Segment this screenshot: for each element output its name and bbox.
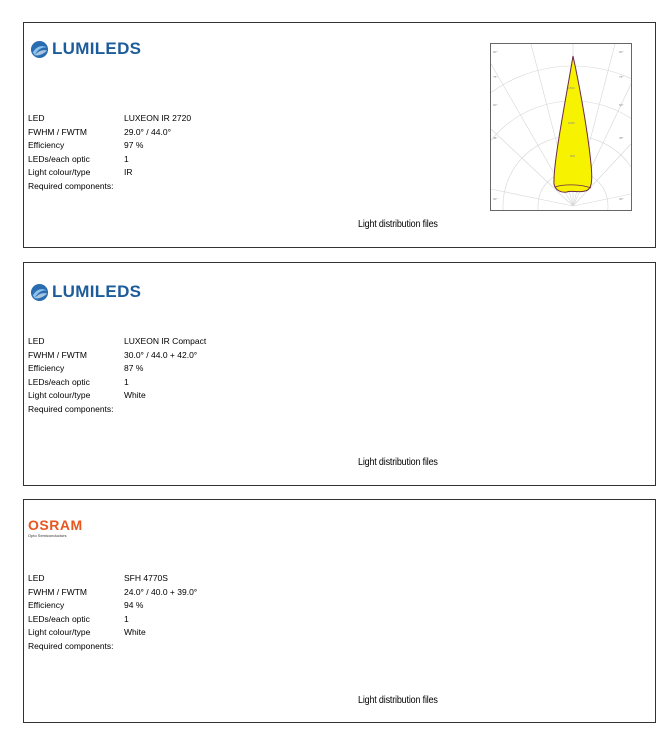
- spec-label: LEDs/each optic: [28, 613, 90, 624]
- spec-label: Required components:: [28, 403, 114, 414]
- svg-text:30°: 30°: [493, 197, 498, 201]
- spec-value: LUXEON IR Compact: [124, 336, 207, 346]
- brand-subtitle: Opto Semiconductors: [28, 533, 67, 538]
- svg-text:90°: 90°: [619, 50, 624, 54]
- light-distribution-diagram: [490, 43, 632, 211]
- spec-value: 1: [124, 153, 129, 164]
- spec-row: [28, 335, 206, 349]
- spec-label: FWHM / FWTM: [28, 349, 88, 360]
- svg-text:1500: 1500: [568, 86, 575, 90]
- spec-row: [28, 586, 197, 600]
- spec-value: 24.0° / 40.0 + 39.0°: [124, 586, 198, 597]
- spec-label: Light colour/type: [28, 167, 91, 177]
- spec-label: Required components:: [28, 640, 114, 651]
- spec-row: [28, 640, 197, 654]
- spec-label: Required components:: [28, 180, 114, 191]
- spec-value: LUXEON IR 2720: [124, 113, 192, 123]
- spec-label: FWHM / FWTM: [28, 586, 88, 597]
- spec-label: Efficiency: [28, 363, 65, 373]
- brand-name: LUMILEDS: [52, 39, 142, 58]
- light-distribution-files-link[interactable]: Light distribution files: [358, 695, 438, 706]
- spec-row: [28, 349, 206, 363]
- spec-value: SFH 4770S: [124, 573, 168, 583]
- lumileds-logo: [30, 39, 141, 59]
- spec-label: LED: [28, 113, 45, 123]
- spec-row: [28, 376, 206, 390]
- light-distribution-files-link[interactable]: Light distribution files: [358, 219, 438, 230]
- product-card-3: [23, 499, 656, 723]
- brand-name: OSRAM: [28, 517, 83, 533]
- spec-label: Light colour/type: [28, 390, 91, 400]
- spec-row: [28, 112, 191, 126]
- spec-row: [28, 403, 206, 417]
- spec-row: [28, 126, 191, 140]
- osram-logo: [28, 518, 83, 538]
- spec-row: [28, 599, 197, 613]
- lumileds-logo: [30, 282, 141, 302]
- spec-label: Efficiency: [28, 140, 65, 150]
- spec-label: FWHM / FWTM: [28, 126, 88, 137]
- spec-label: Efficiency: [28, 600, 65, 610]
- spec-table: [28, 112, 191, 193]
- spec-value: White: [124, 390, 146, 400]
- svg-text:45°: 45°: [493, 136, 498, 140]
- light-distribution-files-link[interactable]: Light distribution files: [358, 457, 438, 468]
- svg-text:90°: 90°: [493, 50, 498, 54]
- spec-value: 30.0° / 44.0 + 42.0°: [124, 349, 198, 360]
- svg-text:1000: 1000: [568, 121, 575, 125]
- spec-value: 1: [124, 613, 129, 624]
- spec-value: 29.0° / 44.0°: [124, 126, 171, 137]
- svg-text:500: 500: [570, 154, 576, 158]
- spec-label: LEDs/each optic: [28, 153, 90, 164]
- globe-swirl-icon: [30, 40, 49, 59]
- svg-text:60°: 60°: [493, 103, 498, 107]
- spec-row: [28, 153, 191, 167]
- spec-label: Light colour/type: [28, 627, 91, 637]
- product-card-2: [23, 262, 656, 486]
- svg-text:30°: 30°: [619, 197, 624, 201]
- spec-row: [28, 180, 191, 194]
- spec-table: [28, 572, 197, 653]
- spec-table: [28, 335, 206, 416]
- spec-row: [28, 166, 191, 180]
- svg-text:45°: 45°: [619, 136, 624, 140]
- spec-row: [28, 626, 197, 640]
- spec-value: 1: [124, 376, 129, 387]
- spec-value: White: [124, 627, 146, 637]
- spec-value: 87 %: [124, 363, 144, 373]
- svg-text:60°: 60°: [619, 103, 624, 107]
- spec-row: [28, 613, 197, 627]
- spec-row: [28, 139, 191, 153]
- spec-label: LEDs/each optic: [28, 376, 90, 387]
- product-card-1: [23, 22, 656, 248]
- brand-name: LUMILEDS: [52, 282, 142, 301]
- spec-value: IR: [124, 167, 133, 177]
- spec-label: LED: [28, 573, 45, 583]
- spec-label: LED: [28, 336, 45, 346]
- svg-text:75°: 75°: [619, 75, 624, 79]
- spec-row: [28, 572, 197, 586]
- spec-row: [28, 362, 206, 376]
- svg-text:75°: 75°: [493, 75, 498, 79]
- spec-value: 94 %: [124, 600, 144, 610]
- spec-row: [28, 389, 206, 403]
- polar-plot: [491, 44, 631, 210]
- spec-value: 97 %: [124, 140, 144, 150]
- globe-swirl-icon: [30, 283, 49, 302]
